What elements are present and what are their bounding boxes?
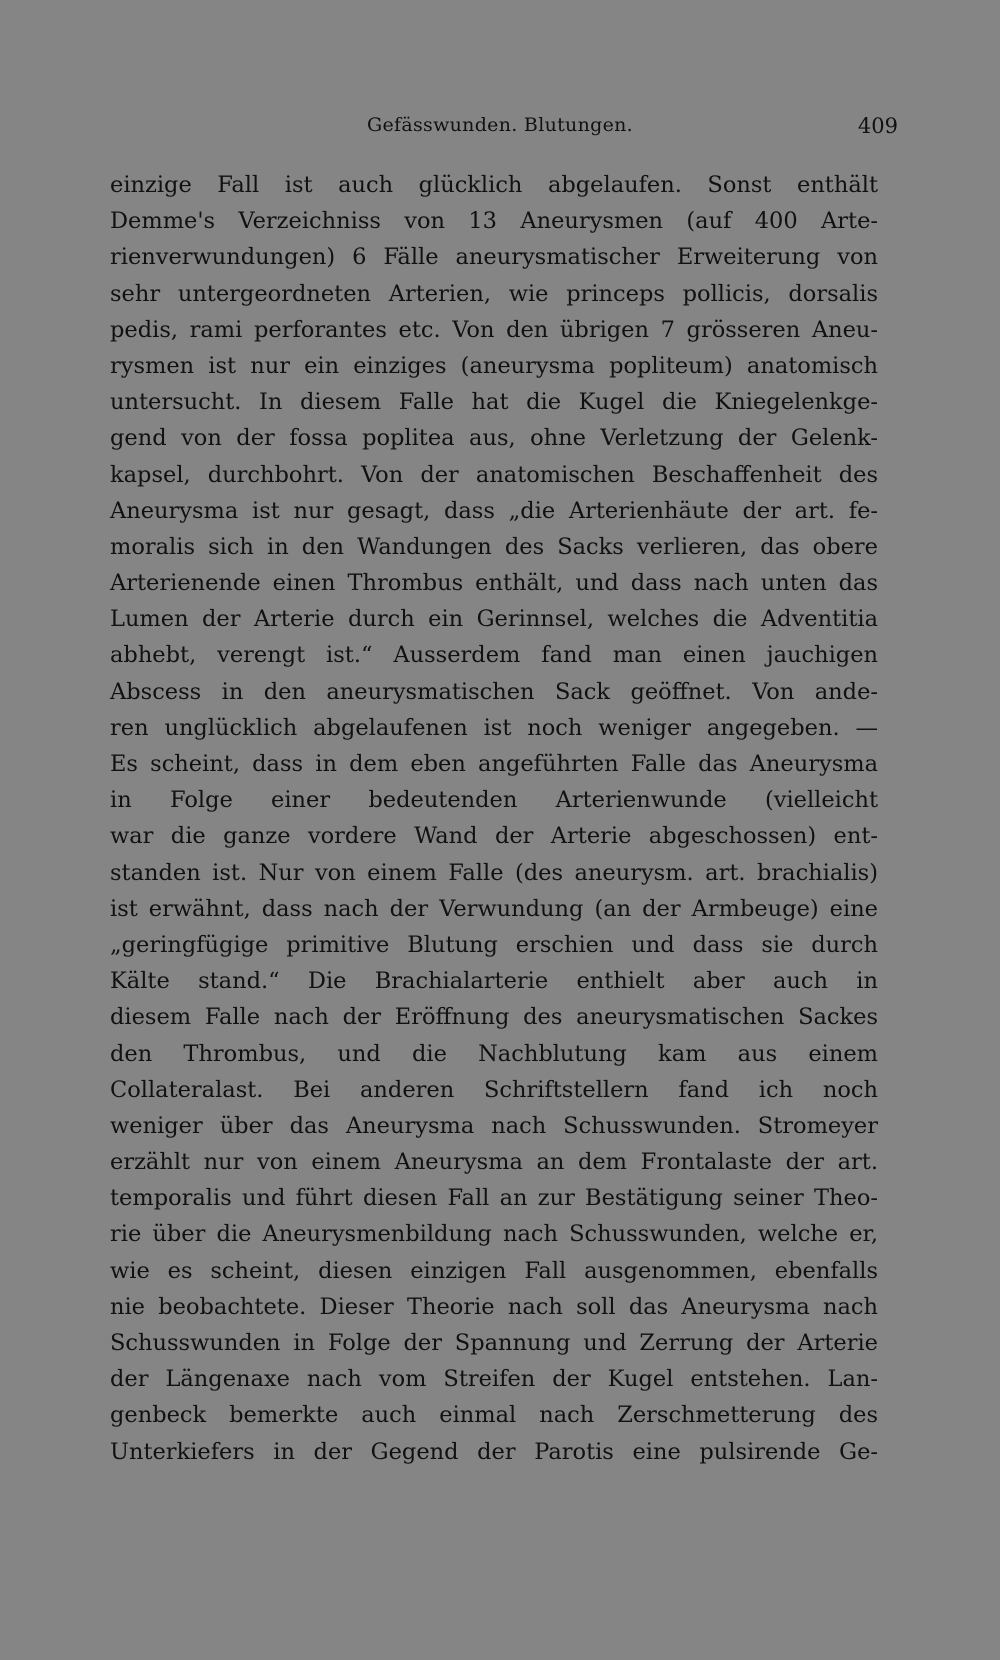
body-text — [110, 167, 878, 1470]
text-line: erzählt nur von einem Aneurysma an dem Frontalaste der art. — [110, 1149, 878, 1176]
text-line: rienverwundungen) 6 Fälle aneurysmatischer Erweiterung von — [110, 244, 878, 271]
text-line: sehr untergeordneten Arterien, wie princeps pollicis, dorsalis — [110, 280, 878, 307]
text-line: rysmen ist nur ein einziges (aneurysma popliteum) anatomisch — [110, 352, 878, 379]
text-line: pedis, rami perforantes etc. Von den übrigen 7 grösseren Aneu- — [110, 316, 878, 343]
text-line: diesem Falle nach der Eröffnung des aneurysmatischen Sackes — [110, 1004, 878, 1031]
text-line: abhebt, verengt ist.“ Ausserdem fand man einen jauchigen — [110, 642, 878, 669]
text-line: der Längenaxe nach vom Streifen der Kugel entstehen. Lan- — [110, 1366, 878, 1393]
text-line: Collateralast. Bei anderen Schriftstellern fand ich noch — [110, 1076, 878, 1103]
text-line: Arterienende einen Thrombus enthält, und dass nach unten das — [110, 570, 878, 597]
text-line: weniger über das Aneurysma nach Schusswunden. Stromeyer — [110, 1112, 878, 1139]
text-line: einzige Fall ist auch glücklich abgelaufen. Sonst enthält — [110, 172, 878, 198]
text-line: untersucht. In diesem Falle hat die Kugel die Kniegelenkge- — [110, 389, 878, 416]
running-head — [110, 114, 898, 146]
text-line: Schusswunden in Folge der Spannung und Zerrung der Arterie — [110, 1330, 878, 1356]
text-line: moralis sich in den Wandungen des Sacks verlieren, das obere — [110, 533, 878, 560]
text-line: Demme's Verzeichniss von 13 Aneurysmen (auf 400 Arte- — [110, 208, 878, 235]
text-line: standen ist. Nur von einem Falle (des aneurysm. art. brachialis) — [110, 859, 878, 886]
text-line: temporalis und führt diesen Fall an zur Bestätigung seiner Theo- — [110, 1185, 878, 1212]
text-line: in Folge einer bedeutenden Arterienwunde (vielleicht — [110, 787, 878, 814]
text-line: ist erwähnt, dass nach der Verwundung (an der Armbeuge) eine — [110, 895, 878, 922]
running-title: Gefässwunden. Blutungen. — [366, 114, 633, 136]
page-number: 409 — [857, 114, 898, 138]
text-line: gend von der fossa poplitea aus, ohne Verletzung der Gelenk- — [110, 425, 878, 452]
text-line: Unterkiefers in der Gegend der Parotis eine pulsirende Ge- — [110, 1438, 878, 1465]
text-line: rie über die Aneurysmenbildung nach Schusswunden, welche er, — [110, 1221, 878, 1248]
text-line: genbeck bemerkte auch einmal nach Zerschmetterung des — [110, 1402, 878, 1429]
text-line: kapsel, durchbohrt. Von der anatomischen Beschaffenheit des — [110, 461, 878, 488]
text-line: den Thrombus, und die Nachblutung kam aus einem — [110, 1040, 878, 1067]
text-line: „geringfügige primitive Blutung erschien und dass sie durch — [110, 931, 878, 958]
text-line: Lumen der Arterie durch ein Gerinnsel, welches die Adventitia — [110, 606, 878, 633]
text-line: Es scheint, dass in dem eben angeführten Falle das Aneurysma — [110, 751, 878, 777]
text-line: Aneurysma ist nur gesagt, dass „die Arterienhäute der art. fe- — [110, 497, 878, 524]
text-line: wie es scheint, diesen einzigen Fall ausgenommen, ebenfalls — [110, 1257, 878, 1284]
text-line: nie beobachtete. Dieser Theorie nach soll das Aneurysma nach — [110, 1293, 878, 1320]
text-line: war die ganze vordere Wand der Arterie abgeschossen) ent- — [110, 823, 878, 850]
text-line: ren unglücklich abgelaufenen ist noch weniger angegeben. — — [110, 714, 878, 741]
text-line: Kälte stand.“ Die Brachialarterie enthielt aber auch in — [110, 968, 878, 995]
text-line: Abscess in den aneurysmatischen Sack geöffnet. Von ande- — [110, 678, 878, 705]
